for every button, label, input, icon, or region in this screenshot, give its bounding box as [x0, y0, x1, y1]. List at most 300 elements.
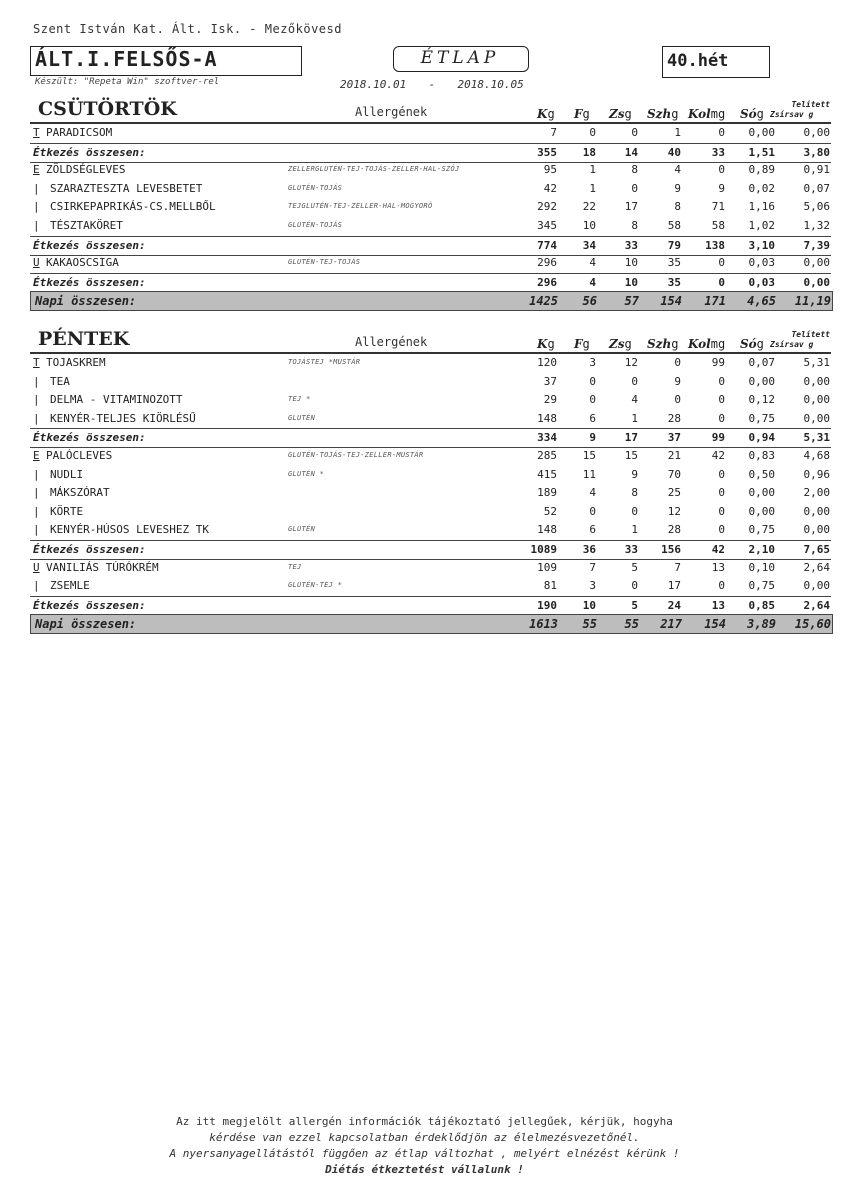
- value-cell: 334: [537, 431, 557, 445]
- value-cell: 355: [537, 145, 557, 159]
- value-cell: 18: [582, 145, 596, 159]
- value-cell: 154: [660, 294, 682, 309]
- menu-item-row: [30, 503, 831, 521]
- telitett-label: Telített: [791, 100, 830, 109]
- allergens-header: Allergének: [355, 105, 428, 119]
- value-cell: 0,50: [748, 467, 775, 481]
- column-label: Kol: [688, 107, 711, 121]
- value-cell: 33: [711, 145, 725, 159]
- dish-allergens: GLUTÉN-TOJÁS: [288, 221, 343, 229]
- value-cell: 0: [718, 126, 725, 139]
- menu-item-row: [30, 577, 831, 595]
- continuation-bar: |: [33, 181, 40, 195]
- value-cell: 12: [667, 504, 681, 518]
- total-label: Étkezés összesen:: [33, 431, 146, 445]
- value-cell: 0: [718, 467, 725, 481]
- value-cell: 33: [624, 543, 638, 556]
- value-cell: 8: [631, 219, 638, 232]
- value-cell: 0: [589, 504, 596, 518]
- column-unit: g: [547, 337, 555, 351]
- value-cell: 0,02: [748, 181, 775, 195]
- value-cell: 99: [711, 431, 725, 445]
- column-label: Só: [740, 337, 757, 351]
- column-unit: mg: [710, 337, 726, 351]
- value-cell: 0,96: [803, 467, 830, 481]
- column-label: Szh: [647, 107, 672, 121]
- date-to: 2018.10.05: [457, 78, 524, 91]
- value-cell: 42: [711, 543, 725, 556]
- value-cell: 10: [624, 275, 638, 289]
- value-cell: 9: [631, 467, 638, 481]
- value-cell: 0,00: [803, 504, 830, 518]
- dish-name: TEA: [50, 374, 70, 388]
- value-cell: 0,07: [803, 181, 830, 195]
- value-cell: 0,00: [748, 486, 775, 500]
- value-cell: 0,00: [803, 523, 830, 537]
- made-with-note: Készült: "Repeta Win" szoftver-rel: [35, 77, 220, 87]
- value-cell: 0: [718, 523, 725, 537]
- column-label: Szh: [647, 337, 672, 351]
- value-cell: 33: [624, 238, 638, 252]
- dish-name: VANILIÁS TÚRÓKRÉM: [46, 560, 159, 574]
- column-unit: g: [547, 107, 555, 121]
- total-label: Napi összesen:: [35, 617, 137, 632]
- value-cell: 25: [667, 486, 681, 500]
- value-cell: 24: [667, 598, 681, 612]
- value-cell: 21: [667, 449, 681, 462]
- continuation-bar: |: [33, 393, 40, 407]
- dish-allergens: TEJ: [288, 562, 302, 571]
- dish-allergens: GLUTÉN: [288, 525, 316, 534]
- value-cell: 52: [543, 504, 557, 518]
- value-cell: 28: [667, 411, 681, 425]
- meal-total-row: [30, 236, 831, 256]
- menu-item-row: [30, 410, 831, 428]
- day-name: PÉNTEK: [38, 328, 130, 350]
- footer-line-2: kérdése van ezzel kapcsolatban érdeklődjön az élelmezésvezetőnél.: [209, 1131, 640, 1144]
- value-cell: 9: [718, 181, 725, 195]
- meal-total-row: [30, 143, 831, 163]
- value-cell: 2,64: [803, 598, 830, 612]
- total-label: Étkezés összesen:: [33, 238, 146, 252]
- dish-name: ZÖLDSÉGLEVES: [46, 163, 126, 177]
- dish-name: TÉSZTAKÖRET: [50, 219, 123, 232]
- value-cell: 0,75: [748, 411, 775, 425]
- value-cell: 0: [631, 504, 638, 518]
- column-label: Kol: [688, 337, 711, 351]
- value-cell: 415: [537, 467, 557, 481]
- meal-total-row: [30, 273, 831, 293]
- value-cell: 37: [543, 374, 557, 388]
- value-cell: 17: [624, 200, 638, 214]
- value-cell: 0: [589, 393, 596, 407]
- value-cell: 35: [667, 275, 681, 289]
- total-label: Étkezés összesen:: [33, 598, 146, 612]
- dish-name: TOJASKREM: [46, 356, 106, 369]
- value-cell: 1: [631, 523, 638, 537]
- column-label: Só: [740, 107, 757, 121]
- value-cell: 1613: [529, 617, 558, 632]
- column-header-telitett: [770, 100, 830, 120]
- value-cell: 11,19: [794, 294, 831, 309]
- value-cell: 0: [718, 256, 725, 270]
- value-cell: 42: [711, 449, 725, 462]
- column-unit: g: [671, 337, 679, 351]
- value-cell: 42: [543, 181, 557, 195]
- value-cell: 9: [674, 181, 681, 195]
- value-cell: 4: [631, 393, 638, 407]
- value-cell: 7: [674, 560, 681, 574]
- column-header-so: [740, 337, 764, 351]
- value-cell: 1: [631, 411, 638, 425]
- column-header-telitett: [770, 330, 830, 350]
- total-label: Étkezés összesen:: [33, 543, 146, 556]
- value-cell: 0: [718, 275, 725, 289]
- value-cell: 0,10: [748, 560, 775, 574]
- date-separator: -: [428, 78, 436, 91]
- value-cell: 0: [718, 504, 725, 518]
- page-title: ÉTLAP: [420, 48, 500, 68]
- continuation-bar: |: [33, 200, 40, 214]
- value-cell: 13: [711, 560, 725, 574]
- value-cell: 99: [711, 356, 725, 369]
- dish-name: KÖRTE: [50, 504, 84, 518]
- value-cell: 0,89: [748, 163, 775, 177]
- column-unit: g: [624, 337, 632, 351]
- value-cell: 0: [718, 411, 725, 425]
- value-cell: 0,00: [748, 126, 775, 139]
- value-cell: 10: [582, 598, 596, 612]
- column-header-szh: [647, 107, 678, 121]
- value-cell: 2,10: [748, 543, 775, 556]
- value-cell: 95: [543, 163, 557, 177]
- value-cell: 0,75: [748, 523, 775, 537]
- value-cell: 9: [589, 431, 596, 445]
- value-cell: 189: [537, 486, 557, 500]
- value-cell: 81: [543, 579, 557, 593]
- date-range: [340, 78, 524, 91]
- day-name: CSÜTÖRTÖK: [38, 98, 177, 120]
- column-label: F: [574, 107, 583, 121]
- dish-name: NUDLI: [50, 467, 84, 481]
- menu-item-row: [30, 354, 831, 372]
- value-cell: 1,32: [803, 219, 830, 232]
- value-cell: 4: [674, 163, 681, 177]
- continuation-bar: |: [33, 486, 40, 500]
- total-label: Étkezés összesen:: [33, 145, 146, 159]
- value-cell: 22: [582, 200, 596, 214]
- column-header-kol: [688, 107, 725, 121]
- menu-item-row: [30, 521, 831, 539]
- meal-marker: T: [33, 126, 40, 139]
- value-cell: 5: [631, 560, 638, 574]
- value-cell: 154: [704, 617, 726, 632]
- value-cell: 5,31: [803, 431, 830, 445]
- value-cell: 0: [718, 163, 725, 177]
- column-header-zs: [609, 107, 632, 121]
- zsirsav-label: Zsírsav g: [770, 340, 814, 349]
- value-cell: 15: [624, 449, 638, 462]
- value-cell: 56: [582, 294, 597, 309]
- value-cell: 10: [624, 256, 638, 270]
- daily-total-row: [30, 291, 833, 311]
- column-header-so: [740, 107, 764, 121]
- menu-item-row: [30, 391, 831, 409]
- value-cell: 0: [631, 579, 638, 593]
- value-cell: 0,03: [748, 256, 775, 270]
- value-cell: 0,75: [748, 579, 775, 593]
- value-cell: 7,65: [803, 543, 830, 556]
- value-cell: 37: [667, 431, 681, 445]
- value-cell: 345: [537, 219, 557, 232]
- value-cell: 1,02: [748, 219, 775, 232]
- value-cell: 0,00: [803, 393, 830, 407]
- value-cell: 10: [582, 219, 596, 232]
- value-cell: 55: [624, 617, 639, 632]
- column-header-f: [574, 107, 590, 121]
- value-cell: 3,89: [747, 617, 776, 632]
- menu-item-row: [30, 254, 831, 272]
- total-label: Étkezés összesen:: [33, 275, 146, 289]
- value-cell: 4: [589, 486, 596, 500]
- value-cell: 4: [589, 256, 596, 270]
- value-cell: 9: [674, 374, 681, 388]
- value-cell: 8: [674, 200, 681, 214]
- dish-allergens: GLUTÉN: [288, 413, 316, 422]
- value-cell: 0,07: [748, 356, 775, 369]
- dish-allergens: GLUTÉN-TEJ-TOJÁS: [288, 258, 361, 267]
- value-cell: 1089: [530, 543, 557, 556]
- value-cell: 1,51: [748, 145, 775, 159]
- meal-total-row: [30, 428, 831, 448]
- meal-marker: U: [33, 560, 40, 574]
- value-cell: 3,80: [803, 145, 830, 159]
- value-cell: 3,10: [748, 238, 775, 252]
- value-cell: 14: [624, 145, 638, 159]
- value-cell: 1: [589, 163, 596, 177]
- value-cell: 1: [589, 181, 596, 195]
- continuation-bar: |: [33, 467, 40, 481]
- value-cell: 4,65: [747, 294, 776, 309]
- value-cell: 7: [589, 560, 596, 574]
- dish-name: KENYÉR-TELJES KIÖRLÉSŰ: [50, 411, 196, 425]
- value-cell: 57: [624, 294, 639, 309]
- value-cell: 0,00: [748, 504, 775, 518]
- value-cell: 12: [624, 356, 638, 369]
- dish-allergens: GLUTÉN *: [288, 469, 325, 478]
- zsirsav-label: Zsírsav g: [770, 110, 814, 119]
- value-cell: 58: [711, 219, 725, 232]
- column-label: K: [537, 337, 548, 351]
- value-cell: 0,00: [748, 374, 775, 388]
- value-cell: 4: [589, 275, 596, 289]
- allergens-header: Allergének: [355, 335, 428, 349]
- column-header-zs: [609, 337, 632, 351]
- value-cell: 0: [718, 486, 725, 500]
- value-cell: 0,00: [803, 256, 830, 270]
- footer-line-3: A nyersanyagellátástól függően az étlap változhat , melyért elnézést kérünk !: [169, 1147, 680, 1160]
- value-cell: 292: [537, 200, 557, 214]
- continuation-bar: |: [33, 523, 40, 537]
- value-cell: 0: [718, 579, 725, 593]
- value-cell: 156: [661, 543, 681, 556]
- value-cell: 0,00: [803, 275, 830, 289]
- value-cell: 71: [711, 200, 725, 214]
- value-cell: 148: [537, 523, 557, 537]
- dish-name: PARADICSOM: [46, 126, 113, 139]
- value-cell: 58: [667, 219, 681, 232]
- column-label: Zs: [609, 107, 625, 121]
- total-label: Napi összesen:: [35, 294, 137, 309]
- meal-total-row: [30, 540, 831, 560]
- day-header: [30, 96, 831, 124]
- value-cell: 4,68: [803, 449, 830, 462]
- value-cell: 1,16: [748, 200, 775, 214]
- value-cell: 774: [537, 238, 557, 252]
- value-cell: 296: [537, 275, 557, 289]
- value-cell: 35: [667, 256, 681, 270]
- value-cell: 7: [550, 126, 557, 139]
- value-cell: 0: [718, 374, 725, 388]
- value-cell: 0: [589, 374, 596, 388]
- menu-item-row: [30, 373, 831, 391]
- column-label: Zs: [609, 337, 625, 351]
- value-cell: 0,83: [748, 449, 775, 462]
- column-header-f: [574, 337, 590, 351]
- menu-item-row: [30, 180, 831, 198]
- dish-name: KAKAOSCSIGA: [46, 256, 119, 270]
- value-cell: 15: [582, 449, 596, 462]
- column-unit: mg: [710, 107, 726, 121]
- value-cell: 79: [667, 238, 681, 252]
- continuation-bar: |: [33, 411, 40, 425]
- column-label: K: [537, 107, 548, 121]
- dish-allergens: ZELLERGLUTÉN-TEJ-TOJÁS-ZELLER-HAL-SZÓJ: [288, 165, 460, 174]
- value-cell: 13: [711, 598, 725, 612]
- footer-line-1: Az itt megjelölt allergén információk tájékoztató jellegűek, kérjük, hogyha: [176, 1115, 673, 1128]
- continuation-bar: |: [33, 219, 40, 232]
- continuation-bar: |: [33, 504, 40, 518]
- value-cell: 5,31: [803, 356, 830, 369]
- dish-name: ZSEMLE: [50, 579, 90, 593]
- dish-name: KENYÉR-HÚSOS LEVESHEZ TK: [50, 523, 209, 537]
- value-cell: 5: [631, 598, 638, 612]
- dish-allergens: TEJGLUTÉN-TEJ-ZELLER-HAL-MOGYORÓ: [288, 202, 433, 211]
- menu-item-row: [30, 484, 831, 502]
- column-unit: g: [582, 107, 590, 121]
- value-cell: 120: [537, 356, 557, 369]
- week-number: 40.hét: [667, 51, 729, 71]
- column-header-kol: [688, 337, 725, 351]
- column-unit: g: [624, 107, 632, 121]
- dish-name: PALÓCLEVES: [46, 449, 113, 462]
- value-cell: 0: [674, 393, 681, 407]
- value-cell: 5,06: [803, 200, 830, 214]
- value-cell: 6: [589, 411, 596, 425]
- value-cell: 0,94: [748, 431, 775, 445]
- value-cell: 171: [704, 294, 726, 309]
- value-cell: 0,00: [803, 374, 830, 388]
- dish-name: MÁKSZÓRAT: [50, 486, 110, 500]
- value-cell: 8: [631, 163, 638, 177]
- school-name: Szent István Kat. Ált. Isk. - Mezőkövesd: [33, 22, 342, 36]
- value-cell: 2,64: [803, 560, 830, 574]
- class-name: ÁLT.I.FELSŐS-A: [35, 47, 218, 71]
- value-cell: 7,39: [803, 238, 830, 252]
- column-unit: g: [671, 107, 679, 121]
- column-unit: g: [756, 337, 764, 351]
- value-cell: 285: [537, 449, 557, 462]
- value-cell: 109: [537, 560, 557, 574]
- value-cell: 0: [674, 356, 681, 369]
- value-cell: 217: [660, 617, 682, 632]
- value-cell: 0,85: [748, 598, 775, 612]
- column-header-k: [537, 337, 555, 351]
- value-cell: 3: [589, 579, 596, 593]
- dish-allergens: GLUTÉN-TEJ *: [288, 581, 343, 590]
- date-from: 2018.10.01: [340, 78, 407, 91]
- menu-item-row: [30, 447, 831, 465]
- menu-item-row: [30, 466, 831, 484]
- value-cell: 29: [543, 393, 557, 407]
- value-cell: 0: [631, 181, 638, 195]
- value-cell: 296: [537, 256, 557, 270]
- value-cell: 0,91: [803, 163, 830, 177]
- dish-allergens: GLUTÉN-TOJÁS: [288, 183, 343, 192]
- dish-allergens: TOJÁSTEJ *MUSTÁR: [288, 358, 361, 366]
- value-cell: 17: [667, 579, 681, 593]
- value-cell: 0: [718, 393, 725, 407]
- continuation-bar: |: [33, 374, 40, 388]
- menu-item-row: [30, 217, 831, 235]
- value-cell: 190: [537, 598, 557, 612]
- value-cell: 11: [582, 467, 596, 481]
- value-cell: 40: [667, 145, 681, 159]
- value-cell: 2,00: [803, 486, 830, 500]
- value-cell: 0,03: [748, 275, 775, 289]
- value-cell: 34: [582, 238, 596, 252]
- menu-item-row: [30, 124, 831, 142]
- value-cell: 36: [582, 543, 596, 556]
- meal-marker: T: [33, 356, 40, 369]
- value-cell: 55: [582, 617, 597, 632]
- value-cell: 3: [589, 356, 596, 369]
- continuation-bar: |: [33, 579, 40, 593]
- meal-marker: E: [33, 449, 40, 462]
- meal-total-row: [30, 596, 831, 616]
- dish-name: CSIRKEPAPRIKÁS-CS.MELLBŐL: [50, 200, 216, 214]
- value-cell: 28: [667, 523, 681, 537]
- dish-allergens: GLUTÉN-TOJÁS-TEJ-ZELLER-MUSTÁR: [288, 451, 424, 459]
- value-cell: 148: [537, 411, 557, 425]
- menu-item-row: [30, 559, 831, 577]
- value-cell: 8: [631, 486, 638, 500]
- menu-item-row: [30, 161, 831, 179]
- value-cell: 1: [674, 126, 681, 139]
- telitett-label: Telített: [791, 330, 830, 339]
- value-cell: 17: [624, 431, 638, 445]
- value-cell: 0: [631, 374, 638, 388]
- value-cell: 0,00: [803, 411, 830, 425]
- dish-name: DELMA - VITAMINOZOTT: [50, 393, 183, 407]
- day-header: [30, 326, 831, 354]
- footer-line-4: Diétás étkeztetést vállalunk !: [325, 1163, 524, 1176]
- column-header-szh: [647, 337, 678, 351]
- column-header-k: [537, 107, 555, 121]
- value-cell: 0,00: [803, 579, 830, 593]
- meal-marker: U: [33, 256, 40, 270]
- dish-name: SZARAZTESZTA LEVESBETET: [50, 181, 203, 195]
